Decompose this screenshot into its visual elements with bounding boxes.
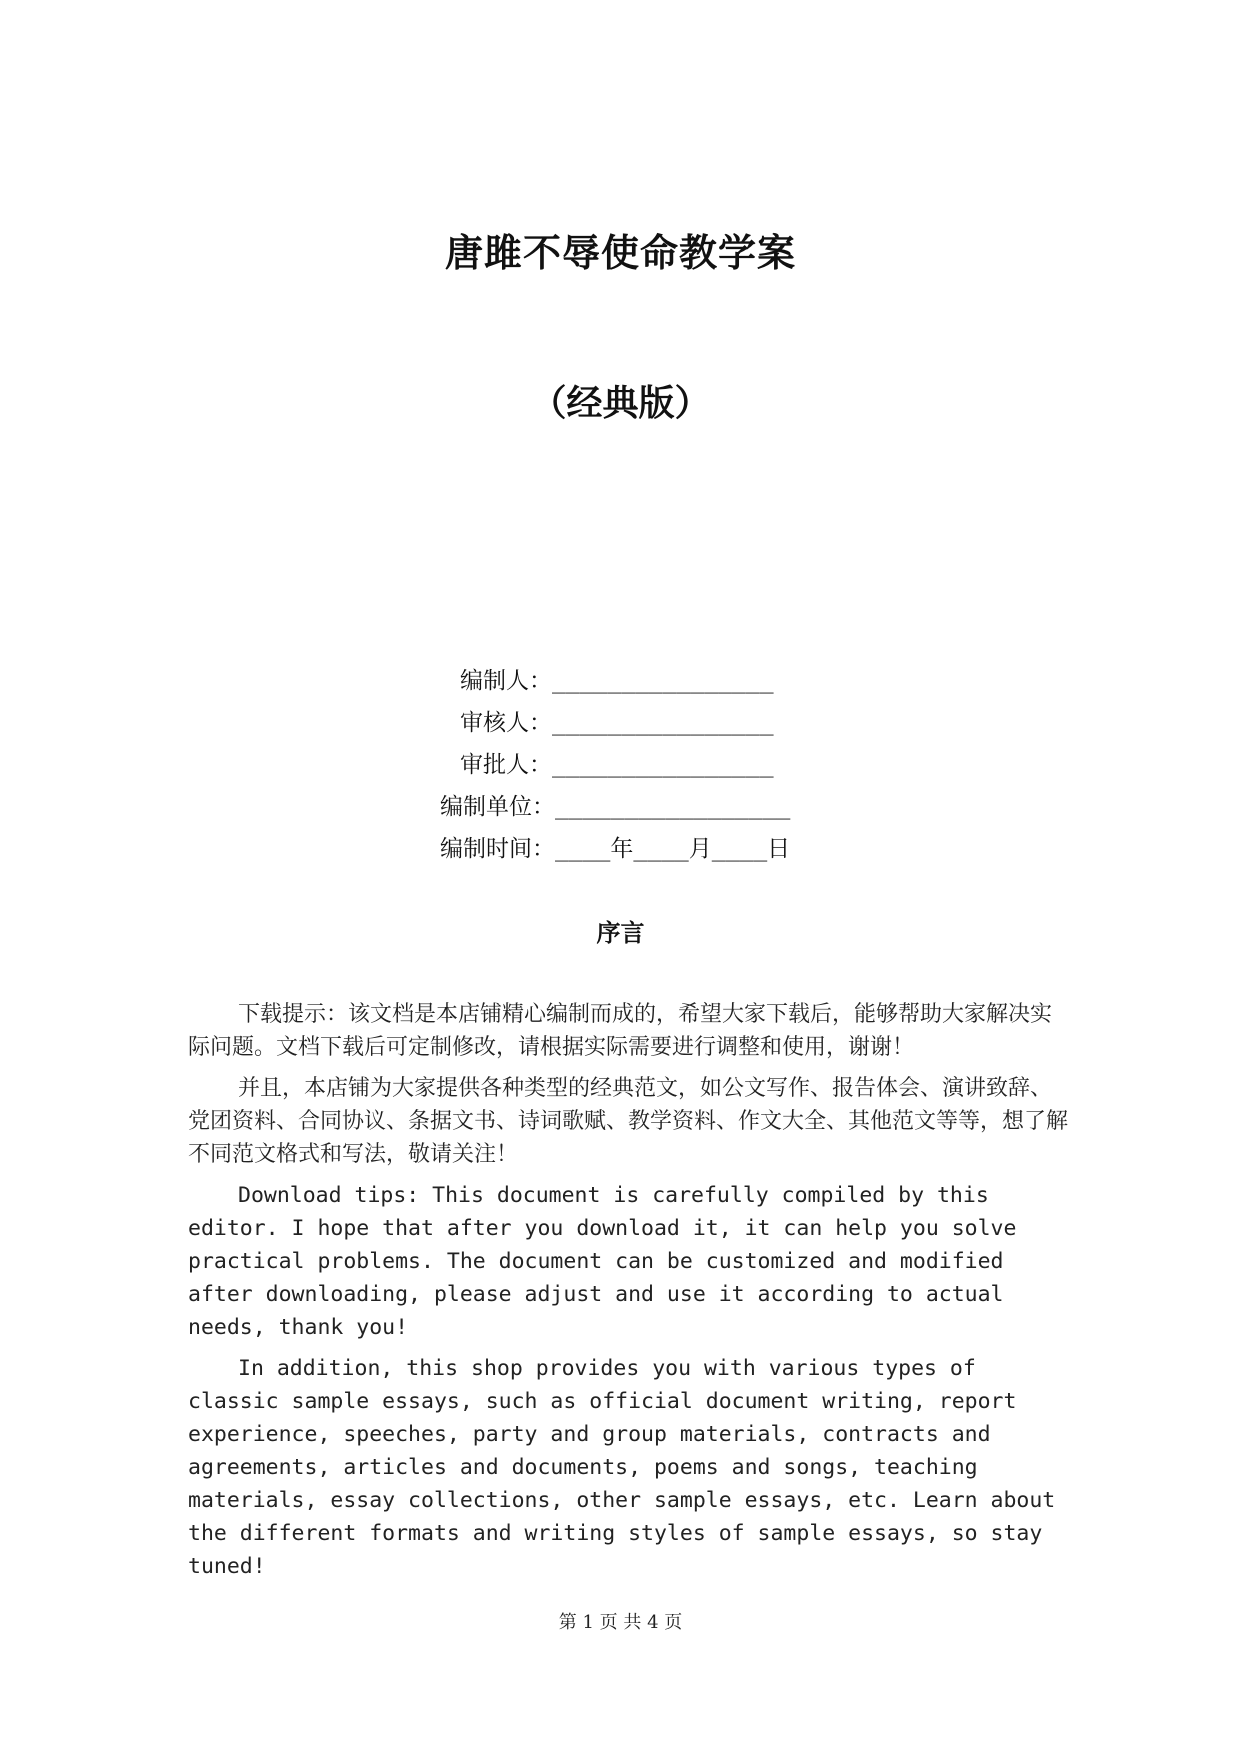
- preface-paragraph-2: 并且，本店铺为大家提供各种类型的经典范文，如公文写作、报告体会、演讲致辞、党团资料、合同协议、条据文书、诗词歌赋、教学资料、作文大全、其他范文等等，想了解不同范文格式和写法，敬请关注！: [188, 1076, 1069, 1167]
- time-value: ____年____月____日: [555, 836, 791, 862]
- compiler-label: 编制人：: [460, 668, 552, 694]
- preface-paragraph-1: 下载提示：该文档是本店铺精心编制而成的，希望大家下载后，能够帮助大家解决实际问题。文档下载后可定制修改，请根据实际需要进行调整和使用，谢谢！: [188, 1002, 1053, 1060]
- compiler-row: [440, 660, 790, 702]
- document-title: 唐雎不辱使命教学案: [444, 231, 796, 275]
- time-label: 编制时间：: [440, 836, 555, 862]
- time-row: [440, 828, 790, 870]
- unit-label: 编制单位：: [440, 794, 555, 820]
- compiler-blank: ________________: [552, 668, 774, 694]
- approver-row: [440, 744, 790, 786]
- reviewer-blank: ________________: [552, 710, 774, 736]
- info-block: [440, 660, 790, 870]
- preface-paragraph-4: In addition, this shop provides you with various types of classic sample essays, such as official document writing, report experience, speeches, party and group materials, contracts and agreements, articles and documents, poems and songs, teaching materials, essay collections, other sample essays, etc. Learn about the different formats and writing styles of sample essays, so stay tuned!: [188, 1356, 1056, 1579]
- approver-blank: ________________: [552, 752, 774, 778]
- reviewer-row: [440, 702, 790, 744]
- unit-row: [440, 786, 790, 828]
- preface-paragraph-3: Download tips: This document is carefully compiled by this editor. I hope that after you download it, it can help you solve practical problems. The document can be customized and modified after downloading, please adjust and use it according to actual needs, thank you!: [188, 1183, 1017, 1340]
- approver-label: 审批人：: [460, 752, 552, 778]
- unit-blank: _________________: [555, 794, 791, 820]
- document-subtitle: （经典版）: [530, 383, 711, 424]
- reviewer-label: 审核人：: [460, 710, 552, 736]
- page-footer: 第 1 页 共 4 页: [558, 1612, 683, 1633]
- preface-title: 序言: [596, 919, 645, 947]
- preface-body: [188, 998, 1068, 1591]
